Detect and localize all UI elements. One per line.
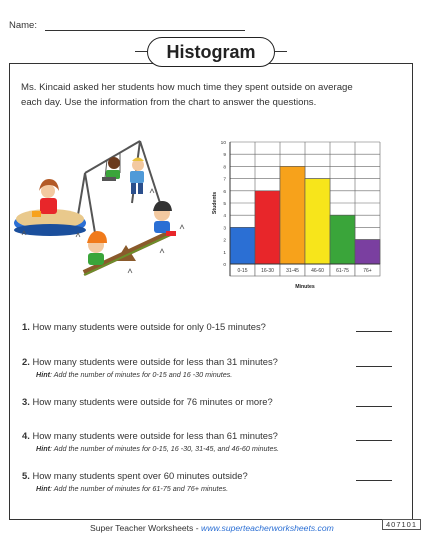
question-text: How many students spent over 60 minutes outside? [32,470,248,481]
histogram-chart [198,136,398,301]
bar-16-30 [255,191,280,264]
y-tick-label: 6 [223,189,226,195]
hint-text: : Add the number of minutes for 0-15, 16 -30, 31-45, and 46-60 minutes. [49,444,280,453]
question-5 [22,470,248,481]
question-1 [22,321,266,332]
question-number: 2. [22,356,30,367]
x-tick-label: 0-15 [237,268,248,274]
question-text: How many students were outside for less than 61 minutes? [32,430,278,441]
y-tick-label: 7 [223,177,226,183]
hint-text: : Add the number of minutes for 61-75 and 76+ minutes. [49,484,229,493]
bar-61-75 [330,215,355,264]
footer-url[interactable]: www.superteacherworksheets.com [200,523,334,533]
question-text: How many students were outside for only 0-15 minutes? [32,321,266,332]
worksheet-code: 407101 [382,519,421,530]
bar-31-45 [280,166,305,264]
pushing-kid [130,158,144,195]
bar-0-15 [230,227,255,264]
hint-label: Hint [36,370,50,379]
x-axis-title: Minutes [295,284,315,290]
y-tick-label: 1 [223,250,226,256]
y-tick-label: 5 [223,202,226,207]
seesaw-boy [153,201,176,236]
question-4 [22,430,278,441]
y-tick-label: 3 [223,226,226,232]
y-tick-label: 2 [223,238,226,244]
x-tick-label: 31-45 [286,268,299,274]
hint-2 [36,370,232,379]
x-tick-label: 16-30 [261,268,274,274]
answer-line-5[interactable] [356,480,392,481]
question-3 [22,396,273,407]
hint-4 [36,444,279,453]
hint-label: Hint [36,484,50,493]
playground-illustration [10,133,195,283]
sandbox-girl [32,179,59,217]
y-tick-label: 4 [223,214,226,220]
hint-5 [36,484,228,493]
name-label: Name: [9,20,37,31]
answer-line-4[interactable] [356,440,392,441]
x-tick-label: 61-75 [336,268,349,274]
swing-set [75,141,160,233]
question-text: How many students were outside for less than 31 minutes? [32,356,278,367]
bar-76+ [355,240,380,264]
question-number: 4. [22,430,30,441]
hint-label: Hint [36,444,50,453]
question-number: 5. [22,470,30,481]
y-tick-label: 0 [223,263,226,268]
y-tick-label: 8 [223,165,226,171]
intro-paragraph: Ms. Kincaid asked her students how much time they spent outside on average each day. Use the information from the chart to answer the questions. [21,82,353,108]
footer [90,523,334,533]
footer-brand: Super Teacher Worksheets [90,523,194,533]
x-tick-label: 46-60 [311,268,324,274]
name-line [45,30,245,31]
question-number: 1. [22,321,30,332]
x-tick-label: 76+ [363,268,372,274]
bar-46-60 [305,179,330,264]
y-tick-label: 10 [220,141,226,146]
answer-line-3[interactable] [356,406,392,407]
y-tick-label: 9 [223,153,226,159]
page-title: Histogram [147,37,275,67]
y-axis-title: Students [212,191,218,215]
question-2 [22,356,278,367]
hint-text: : Add the number of minutes for 0-15 and 16 -30 minutes. [49,370,233,379]
seesaw-girl [87,231,107,265]
answer-line-2[interactable] [356,366,392,367]
footer-separator: - [193,523,201,533]
question-number: 3. [22,396,30,407]
answer-line-1[interactable] [356,331,392,332]
question-text: How many students were outside for 76 minutes or more? [32,396,273,407]
